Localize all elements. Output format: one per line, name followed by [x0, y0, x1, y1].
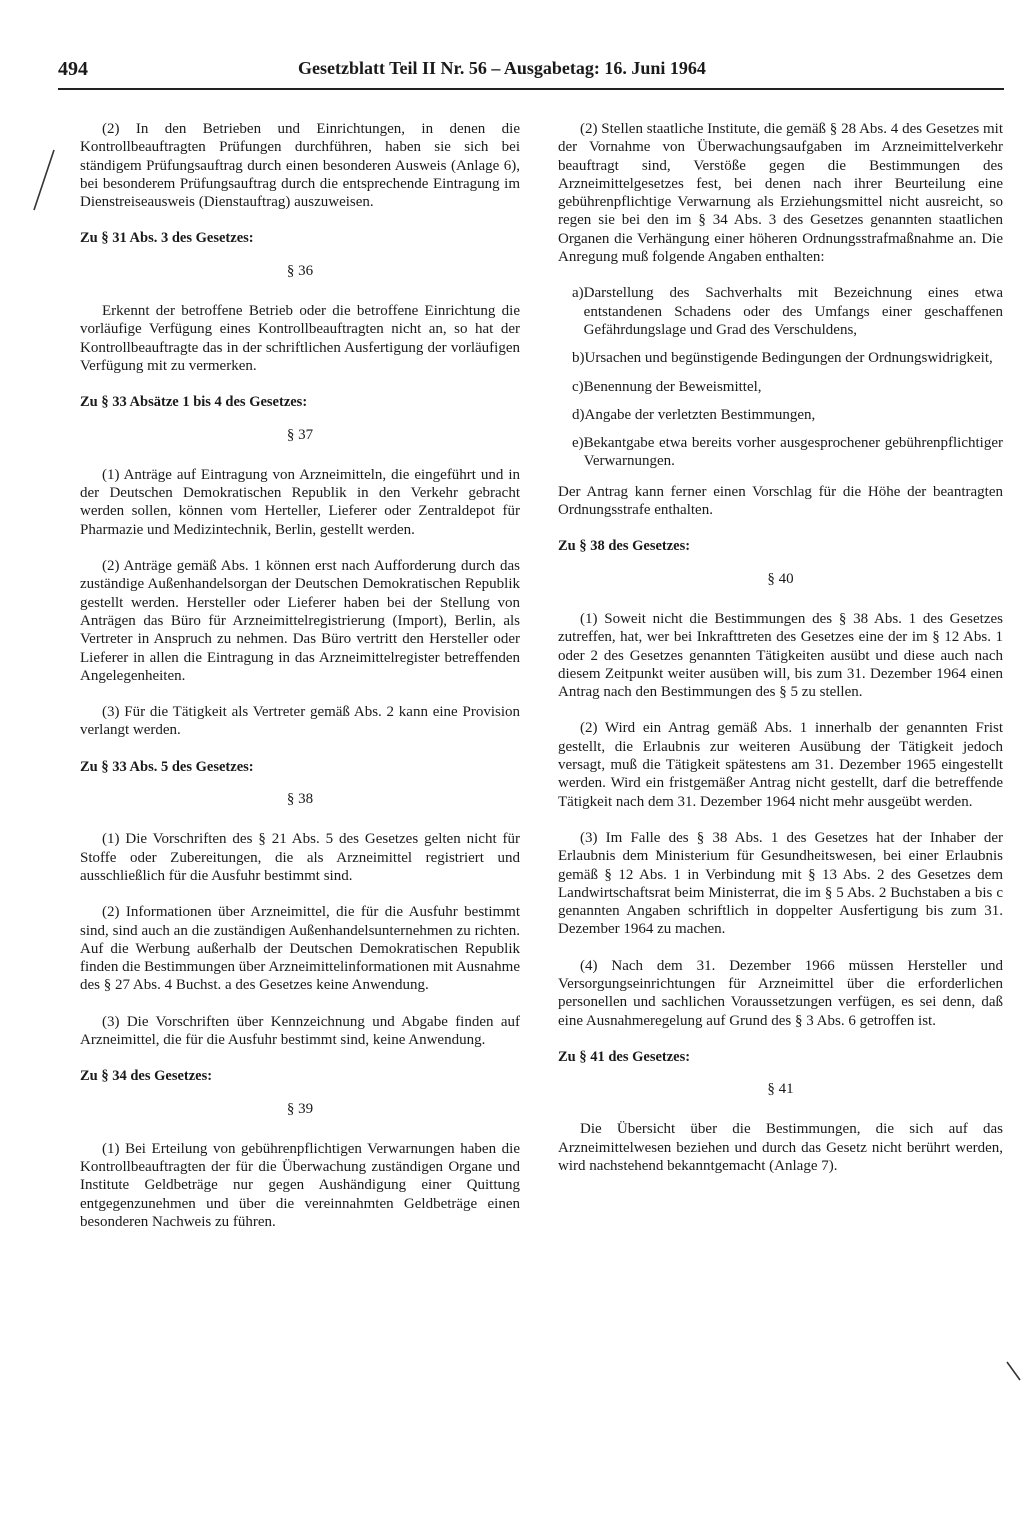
section-38-title: § 38 [286, 791, 314, 808]
header-rule [58, 88, 1004, 90]
page-number: 494 [58, 58, 88, 80]
paragraph-39-tail: Der Antrag kann ferner einen Vorschlag für die Höhe der beantragten Ordnungsstrafe enthalten. [558, 483, 1003, 519]
paragraph-35-2: (2) In den Betrieben und Einrichtungen, in denen die Kontrollbeauftragten Prüfungen durchführen, haben sie sich bei ständigem Prüfungsauftrag durch einen besonderen Ausweis (Anlage 6), bei besonderem Prüfungsauftrag durch die entsprechende Eintragung im Dienstreiseausweis (Dienstauftrag) auszuweisen. [80, 121, 520, 211]
section-39-title: § 39 [286, 1100, 314, 1117]
paragraph-39-1: (1) Bei Erteilung von gebührenpflichtigen Verwarnungen haben die Kontrollbeauftragten der für die Überwachung zuständigen Organe und Institute Geldbeträge nur gegen Aushändigung einer Quittung entgegenzunehmen und über die vereinnahmten Geldbeträge einen besonderen Nachweis zu führen. [80, 1140, 520, 1231]
requirements-list [558, 284, 1003, 470]
list-marker: b) [572, 350, 585, 367]
list-item [558, 434, 1003, 471]
heading-zu-31: Zu § 31 Abs. 3 des Gesetzes: [80, 230, 254, 247]
paragraph-37-1: (1) Anträge auf Eintragung von Arzneimitteln, die eingeführt und in der Deutschen Demokratischen Republik in den Verkehr gebracht werden sollen, können vom Herteller, Lieferer oder Zentraldepot für Pharmazie und Medizintechnik, Berlin, gestellt werden. [80, 466, 520, 538]
heading-zu-41: Zu § 41 des Gesetzes: [558, 1048, 691, 1065]
heading-zu-33-abs-1-4: Zu § 33 Absätze 1 bis 4 des Gesetzes: [80, 394, 308, 411]
list-item [558, 406, 1003, 424]
list-item [558, 378, 1003, 396]
margin-tick-mark [1006, 1360, 1022, 1382]
paragraph-40-3: (3) Im Falle des § 38 Abs. 1 des Gesetzes hat der Inhaber der Erlaubnis dem Ministerium für Gesundheitswesen, bei einer Erlaubnis gemäß § 12 Abs. 1 in Verbindung mit § 13 Abs. 2 des Gesetzes dem Landwirtschaftsrat beim Ministerrat, die im § 5 Abs. 2 Buchstaben a bis c genannten Angaben schriftlich in doppelter Ausfertigung bis zum 31. Dezember 1964 zu machen. [558, 829, 1003, 938]
section-37-title: § 37 [286, 426, 314, 443]
list-text: Ursachen und begünstigende Bedingungen der Ordnungswidrigkeit, [584, 350, 993, 367]
list-text: Angabe der verletzten Bestimmungen, [584, 406, 816, 423]
heading-zu-33-abs-5: Zu § 33 Abs. 5 des Gesetzes: [80, 758, 254, 775]
paragraph-36: Erkennt der betroffene Betrieb oder die betroffene Einrichtung die vorläufige Verfügung eines Kontrollbeauftragten nicht an, so hat der Kontrollbeauftragte das in der schriftlichen Ausfertigung der vorläufigen Verfügung mit zu vermerken. [80, 303, 520, 374]
heading-zu-34: Zu § 34 des Gesetzes: [80, 1068, 213, 1085]
list-marker: d) [572, 406, 585, 423]
page-header [58, 58, 1004, 82]
left-column [80, 120, 520, 1249]
paragraph-40-1: (1) Soweit nicht die Bestimmungen des § 38 Abs. 1 des Gesetzes zutreffen, hat, wer bei Inkrafttreten des Gesetzes eine der im § 12 Abs. 1 oder 2 des Gesetzes genannten Tätigkeiten ausübt und diese auch nach diesem Zeitpunkt weiter ausüben will, bis zum 31. Dezember 1964 einen Antrag nach den Bestimmungen des § 5 zu stellen. [558, 610, 1003, 701]
gazette-title: Gesetzblatt Teil II Nr. 56 – Ausgabetag: 16. Juni 1964 [298, 58, 706, 78]
list-marker: c) [572, 378, 584, 395]
paragraph-40-2: (2) Wird ein Antrag gemäß Abs. 1 innerhalb der genannten Frist gestellt, die Erlaubnis zur weiteren Ausübung der Tätigkeit jedoch versagt, muß die Tätigkeit spätestens am 31. Dezember 1965 eingestellt werden. Wird ein fristgemäßer Antrag nicht gestellt, darf die betreffende Tätigkeit nach dem 31. Dezember 1964 nicht mehr ausgeübt werden. [558, 720, 1003, 810]
section-36-title: § 36 [286, 262, 314, 279]
paragraph-38-2: (2) Informationen über Arzneimittel, die für die Ausfuhr bestimmt sind, sind auch an die zuständigen Außenhandelsunternehmen zu richten. Auf die Werbung außerhalb der Deutschen Demokratischen Republik finden die Bestimmungen über Arzneimittelinformationen mit Ausnahme des § 27 Abs. 4 Buchst. a des Gesetzes keine Anwendung. [80, 904, 520, 994]
paragraph-38-3: (3) Die Vorschriften über Kennzeichnung und Abgabe finden auf Arzneimittel, die für die Ausfuhr bestimmt sind, keine Anwendung. [80, 1013, 520, 1048]
paragraph-37-2: (2) Anträge gemäß Abs. 1 können erst nach Aufforderung durch das zuständige Außenhandelsorgan der Deutschen Demokratischen Republik gestellt werden. Hersteller oder Lieferer haben bei der Stellung von Anträgen das Büro für Arzneimittelregistrierung (Import), Berlin, als Vertreter in Anspruch zu nehmen. Das Büro vertritt den Hersteller oder Lieferer in allen die Eintragung in das Arzneimittelregister betreffenden Angelegenheiten. [80, 558, 520, 684]
list-marker: a) [572, 285, 584, 302]
margin-pencil-mark [32, 148, 56, 212]
list-text: Benennung der Beweismittel, [583, 378, 762, 395]
section-41-title: § 41 [767, 1081, 794, 1098]
list-text: Bekantgabe etwa bereits vorher ausgesprochener gebührenpflichtiger Verwarnungen. [583, 435, 1003, 470]
list-item [558, 349, 1003, 367]
heading-zu-38: Zu § 38 des Gesetzes: [558, 538, 691, 555]
paragraph-40-4: (4) Nach dem 31. Dezember 1966 müssen Hersteller und Versorgungseinrichtungen für Arzneimittel über die erforderlichen personellen und sachlichen Voraussetzungen verfügen, es sei denn, daß eine Ausnahmeregelung auf Grund des § 3 Abs. 6 getroffen ist. [558, 957, 1003, 1029]
paragraph-37-3: (3) Für die Tätigkeit als Vertreter gemäß Abs. 2 kann eine Provision verlangt werden. [80, 704, 520, 739]
right-column [558, 120, 1003, 1193]
paragraph-39-2: (2) Stellen staatliche Institute, die gemäß § 28 Abs. 4 des Gesetzes mit der Vornahme von Überwachungsaufgaben im Arzneimittelverkehr beauftragt sind, Verstöße gegen die Bestimmungen des Arzneimittelgesetzes fest, bei denen nach ihrer Beurteilung eine gebührenpflichtige Verwarnung als Erziehungsmittel nicht ausreicht, so regen sie bei den im § 34 Abs. 3 des Gesetzes genannten staatlichen Organen die Verhängung einer höheren Ordnungsstrafmaßnahme an. Die Anregung muß folgende Angaben enthalten: [558, 121, 1003, 266]
list-item [558, 284, 1003, 339]
list-text: Darstellung des Sachverhalts mit Bezeichnung eines etwa entstandenen Schadens oder des Umfangs einer geschaffenen Gefährdungslage und Grad des Verschuldens, [583, 285, 1003, 338]
paragraph-41: Die Übersicht über die Bestimmungen, die sich auf das Arzneimittelwesen beziehen und durch das Gesetz nicht berührt werden, wird nachstehend bekanntgemacht (Anlage 7). [558, 1121, 1003, 1175]
list-marker: e) [572, 435, 584, 452]
section-40-title: § 40 [767, 570, 794, 587]
paragraph-38-1: (1) Die Vorschriften des § 21 Abs. 5 des Gesetzes gelten nicht für Stoffe oder Zubereitungen, die als Arzneimittel registriert und ausschließlich für die Ausfuhr bestimmt sind. [80, 831, 520, 884]
